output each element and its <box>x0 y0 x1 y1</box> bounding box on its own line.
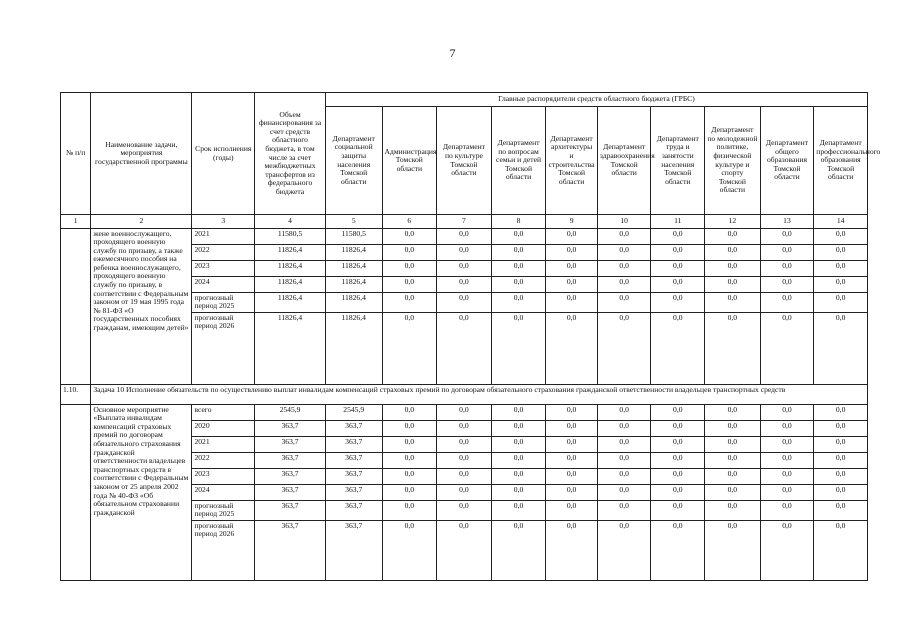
grbs-value-cell: 0,0 <box>705 244 761 260</box>
grbs-value-cell: 0,0 <box>705 260 761 276</box>
grbs-value-cell: 0,0 <box>651 260 705 276</box>
grbs-value-cell: 0,0 <box>651 452 705 468</box>
grbs-value-cell: 0,0 <box>382 484 437 500</box>
grbs-value-cell: 0,0 <box>705 436 761 452</box>
grbs-value-cell: 0,0 <box>491 520 546 580</box>
grbs-value-cell: 0,0 <box>760 500 814 520</box>
grbs-value-cell: 0,0 <box>705 276 761 292</box>
grbs-value-cell: 0,0 <box>382 312 437 384</box>
grbs-value-cell: 0,0 <box>651 244 705 260</box>
total-cell: 363,7 <box>255 500 326 520</box>
grbs-value-cell: 0,0 <box>597 260 651 276</box>
term-cell: 2024 <box>192 276 255 292</box>
grbs-value-cell: 0,0 <box>382 292 437 312</box>
term-cell: прогнозный период 2026 <box>192 520 255 580</box>
grbs-value-cell: 0,0 <box>382 468 437 484</box>
grbs-value-cell: 0,0 <box>814 520 868 580</box>
grbs-value-cell: 2545,9 <box>325 404 382 420</box>
grbs-value-cell: 0,0 <box>705 452 761 468</box>
grbs-value-cell: 0,0 <box>705 500 761 520</box>
total-cell: 11826,4 <box>255 244 326 260</box>
grbs-value-cell: 0,0 <box>651 520 705 580</box>
column-numbers-row <box>61 215 868 229</box>
grbs-value-cell: 0,0 <box>491 484 546 500</box>
measure-description: Основное мероприятие «Выплата инвалидам компенсаций страховых премий по договорам обязательного страхования гражданской ответственности владельцев транспортных средств в соответствии с Федеральным законом от 25 апреля 2002 года № 40-ФЗ «Об обязательном страховании гражданской <box>91 404 192 580</box>
grbs-value-cell: 363,7 <box>325 520 382 580</box>
header-term: Срок исполнения (годы) <box>192 93 255 215</box>
grbs-value-cell: 0,0 <box>705 312 761 384</box>
header-grbs: Департамент по молодежной политике, физической культуре и спорту Томской области <box>705 107 761 215</box>
task-row <box>61 384 868 404</box>
total-cell: 2545,9 <box>255 404 326 420</box>
table-row <box>61 228 868 244</box>
grbs-value-cell: 0,0 <box>382 404 437 420</box>
grbs-value-cell: 0,0 <box>651 404 705 420</box>
grbs-value-cell: 0,0 <box>546 292 598 312</box>
grbs-value-cell: 0,0 <box>437 276 492 292</box>
column-number: 9 <box>546 215 598 229</box>
grbs-value-cell: 0,0 <box>491 500 546 520</box>
grbs-value-cell: 363,7 <box>325 500 382 520</box>
grbs-value-cell: 0,0 <box>437 244 492 260</box>
grbs-value-cell: 0,0 <box>760 436 814 452</box>
total-cell: 363,7 <box>255 484 326 500</box>
grbs-value-cell: 0,0 <box>705 292 761 312</box>
term-cell: 2022 <box>192 452 255 468</box>
grbs-value-cell: 0,0 <box>651 276 705 292</box>
term-cell: 2022 <box>192 244 255 260</box>
column-number: 6 <box>382 215 437 229</box>
grbs-value-cell: 0,0 <box>437 292 492 312</box>
grbs-value-cell: 0,0 <box>382 436 437 452</box>
column-number: 4 <box>255 215 326 229</box>
grbs-value-cell: 0,0 <box>814 292 868 312</box>
total-cell: 363,7 <box>255 420 326 436</box>
grbs-value-cell: 0,0 <box>597 276 651 292</box>
grbs-value-cell: 0,0 <box>382 420 437 436</box>
grbs-value-cell: 0,0 <box>597 312 651 384</box>
grbs-value-cell: 0,0 <box>437 260 492 276</box>
grbs-value-cell: 0,0 <box>546 436 598 452</box>
grbs-value-cell: 0,0 <box>437 520 492 580</box>
grbs-value-cell: 0,0 <box>814 228 868 244</box>
term-cell: прогнозный период 2025 <box>192 292 255 312</box>
grbs-value-cell: 0,0 <box>597 292 651 312</box>
header-no: № п/п <box>61 93 91 215</box>
grbs-value-cell: 363,7 <box>325 468 382 484</box>
grbs-value-cell: 0,0 <box>546 404 598 420</box>
grbs-value-cell: 0,0 <box>546 468 598 484</box>
grbs-value-cell: 363,7 <box>325 420 382 436</box>
grbs-value-cell: 0,0 <box>651 484 705 500</box>
grbs-value-cell: 0,0 <box>437 228 492 244</box>
term-cell: 2020 <box>192 420 255 436</box>
grbs-value-cell: 0,0 <box>491 292 546 312</box>
term-cell: 2023 <box>192 260 255 276</box>
grbs-value-cell: 0,0 <box>814 260 868 276</box>
grbs-value-cell: 0,0 <box>597 244 651 260</box>
column-number: 3 <box>192 215 255 229</box>
column-number: 10 <box>597 215 651 229</box>
grbs-value-cell: 0,0 <box>382 244 437 260</box>
grbs-value-cell: 0,0 <box>437 500 492 520</box>
grbs-value-cell: 0,0 <box>382 228 437 244</box>
grbs-value-cell: 0,0 <box>491 260 546 276</box>
grbs-value-cell: 0,0 <box>437 468 492 484</box>
column-number: 8 <box>491 215 546 229</box>
term-cell: 2021 <box>192 228 255 244</box>
grbs-value-cell: 0,0 <box>597 468 651 484</box>
total-cell: 11826,4 <box>255 312 326 384</box>
grbs-value-cell: 0,0 <box>760 244 814 260</box>
grbs-value-cell: 0,0 <box>546 452 598 468</box>
grbs-value-cell: 0,0 <box>760 452 814 468</box>
grbs-value-cell: 11826,4 <box>325 244 382 260</box>
term-cell: прогнозный период 2026 <box>192 312 255 384</box>
grbs-value-cell: 0,0 <box>760 312 814 384</box>
header-grbs: Департамент здравоохранения Томской области <box>597 107 651 215</box>
term-cell: прогнозный период 2025 <box>192 500 255 520</box>
grbs-value-cell: 0,0 <box>597 452 651 468</box>
grbs-value-cell: 0,0 <box>760 228 814 244</box>
measure-description: жене военнослужащего, проходящего военную службу по призыву, а также ежемесячного пособия на ребенка военнослужащего, проходящего военную службу по призыву, в соответствии с Федеральным законом от 19 мая 1995 года № 81-ФЗ «О государственных пособиях гражданам, имеющим детей» <box>91 228 192 384</box>
grbs-value-cell: 0,0 <box>651 436 705 452</box>
grbs-value-cell: 0,0 <box>597 420 651 436</box>
grbs-value-cell: 0,0 <box>814 244 868 260</box>
header-grbs: Департамент архитектуры и строительства Томской области <box>546 107 598 215</box>
grbs-value-cell: 11826,4 <box>325 260 382 276</box>
grbs-value-cell: 0,0 <box>491 312 546 384</box>
grbs-value-cell: 0,0 <box>491 276 546 292</box>
grbs-value-cell: 0,0 <box>437 484 492 500</box>
term-cell: 2023 <box>192 468 255 484</box>
grbs-value-cell: 0,0 <box>814 276 868 292</box>
grbs-value-cell: 0,0 <box>491 452 546 468</box>
header-volume: Объем финансирования за счет средств областного бюджета, в том числе за счет межбюджетных трансфертов из федерального бюджета <box>255 93 326 215</box>
financing-table <box>60 92 881 581</box>
grbs-value-cell: 0,0 <box>814 312 868 384</box>
header-name: Наименование задачи, мероприятия государственной программы <box>91 93 192 215</box>
grbs-value-cell: 0,0 <box>546 312 598 384</box>
grbs-value-cell: 0,0 <box>597 500 651 520</box>
grbs-value-cell: 0,0 <box>760 468 814 484</box>
grbs-value-cell: 0,0 <box>437 404 492 420</box>
grbs-value-cell: 0,0 <box>705 420 761 436</box>
page-number: 7 <box>449 46 456 60</box>
header-grbs: Департамент общего образования Томской области <box>760 107 814 215</box>
column-number: 7 <box>437 215 492 229</box>
grbs-value-cell: 11826,4 <box>325 292 382 312</box>
total-cell: 363,7 <box>255 452 326 468</box>
grbs-value-cell: 0,0 <box>760 404 814 420</box>
grbs-value-cell: 0,0 <box>814 420 868 436</box>
grbs-value-cell: 0,0 <box>705 520 761 580</box>
term-cell: 2024 <box>192 484 255 500</box>
total-cell: 11826,4 <box>255 276 326 292</box>
grbs-value-cell: 0,0 <box>597 484 651 500</box>
grbs-value-cell: 0,0 <box>814 452 868 468</box>
row-number-cell <box>61 404 91 580</box>
grbs-value-cell: 0,0 <box>597 520 651 580</box>
grbs-value-cell: 0,0 <box>491 468 546 484</box>
grbs-value-cell: 0,0 <box>491 404 546 420</box>
grbs-value-cell: 0,0 <box>651 228 705 244</box>
grbs-value-cell: 0,0 <box>760 520 814 580</box>
grbs-value-cell: 11580,5 <box>325 228 382 244</box>
table-row <box>61 404 868 420</box>
column-number: 13 <box>760 215 814 229</box>
grbs-value-cell: 0,0 <box>382 452 437 468</box>
grbs-value-cell: 0,0 <box>814 404 868 420</box>
grbs-value-cell: 0,0 <box>705 228 761 244</box>
grbs-value-cell: 11826,4 <box>325 312 382 384</box>
grbs-value-cell: 0,0 <box>546 484 598 500</box>
grbs-value-cell: 0,0 <box>382 276 437 292</box>
grbs-value-cell: 0,0 <box>437 452 492 468</box>
grbs-value-cell: 0,0 <box>705 468 761 484</box>
grbs-value-cell: 363,7 <box>325 452 382 468</box>
row-number-cell <box>61 228 91 384</box>
grbs-value-cell: 0,0 <box>491 244 546 260</box>
header-grbs-title: Главные распорядители средств областного бюджета (ГРБС) <box>325 93 867 107</box>
column-number: 5 <box>325 215 382 229</box>
header-grbs: Департамент социальной защиты населения Томской области <box>325 107 382 215</box>
grbs-value-cell: 0,0 <box>760 276 814 292</box>
header-grbs: Администрация Томской области <box>382 107 437 215</box>
grbs-value-cell: 0,0 <box>491 436 546 452</box>
grbs-value-cell: 11826,4 <box>325 276 382 292</box>
grbs-value-cell: 0,0 <box>760 484 814 500</box>
header-grbs: Департамент профессионального образования Томской области <box>814 107 868 215</box>
term-cell: 2021 <box>192 436 255 452</box>
grbs-value-cell: 363,7 <box>325 484 382 500</box>
grbs-value-cell: 0,0 <box>705 484 761 500</box>
grbs-value-cell: 0,0 <box>437 312 492 384</box>
grbs-value-cell: 0,0 <box>651 420 705 436</box>
total-cell: 11826,4 <box>255 292 326 312</box>
grbs-value-cell: 0,0 <box>651 468 705 484</box>
grbs-value-cell: 0,0 <box>814 484 868 500</box>
grbs-value-cell: 0,0 <box>546 420 598 436</box>
grbs-value-cell: 0,0 <box>597 404 651 420</box>
grbs-value-cell: 0,0 <box>491 420 546 436</box>
task-title: Задача 10 Исполнение обязательств по осуществлению выплат инвалидам компенсаций страховых премий по договорам обязательного страхования гражданской ответственности владельцев транспортных средств <box>91 384 868 404</box>
column-number: 11 <box>651 215 705 229</box>
grbs-value-cell: 0,0 <box>651 500 705 520</box>
header-grbs: Департамент по культуре Томской области <box>437 107 492 215</box>
grbs-value-cell: 0,0 <box>814 500 868 520</box>
header-grbs: Департамент по вопросам семьи и детей Томской области <box>491 107 546 215</box>
column-number: 1 <box>61 215 91 229</box>
total-cell: 363,7 <box>255 468 326 484</box>
grbs-value-cell: 0,0 <box>382 500 437 520</box>
grbs-value-cell: 0,0 <box>546 276 598 292</box>
grbs-value-cell: 0,0 <box>705 404 761 420</box>
total-cell: 11580,5 <box>255 228 326 244</box>
grbs-value-cell: 0,0 <box>814 436 868 452</box>
column-number: 2 <box>91 215 192 229</box>
task-number: 1.10. <box>61 384 91 404</box>
grbs-value-cell: 0,0 <box>491 228 546 244</box>
grbs-value-cell: 0,0 <box>437 436 492 452</box>
grbs-value-cell: 0,0 <box>437 420 492 436</box>
grbs-value-cell: 0,0 <box>760 420 814 436</box>
column-number: 14 <box>814 215 868 229</box>
grbs-value-cell: 0,0 <box>546 500 598 520</box>
grbs-value-cell: 0,0 <box>546 228 598 244</box>
grbs-value-cell: 0,0 <box>597 436 651 452</box>
grbs-value-cell: 0,0 <box>760 260 814 276</box>
grbs-value-cell: 0,0 <box>760 292 814 312</box>
grbs-value-cell: 0,0 <box>546 260 598 276</box>
grbs-value-cell: 0,0 <box>651 292 705 312</box>
column-number: 12 <box>705 215 761 229</box>
grbs-value-cell: 0,0 <box>814 468 868 484</box>
grbs-value-cell: 0,0 <box>382 520 437 580</box>
grbs-value-cell: 0,0 <box>382 260 437 276</box>
total-cell: 363,7 <box>255 436 326 452</box>
grbs-value-cell: 0,0 <box>597 228 651 244</box>
grbs-value-cell: 363,7 <box>325 436 382 452</box>
grbs-value-cell: 0,0 <box>546 520 598 580</box>
header-grbs: Департамент труда и занятости населения Томской области <box>651 107 705 215</box>
total-cell: 363,7 <box>255 520 326 580</box>
total-cell: 11826,4 <box>255 260 326 276</box>
grbs-value-cell: 0,0 <box>546 244 598 260</box>
term-cell: всего <box>192 404 255 420</box>
grbs-value-cell: 0,0 <box>651 312 705 384</box>
